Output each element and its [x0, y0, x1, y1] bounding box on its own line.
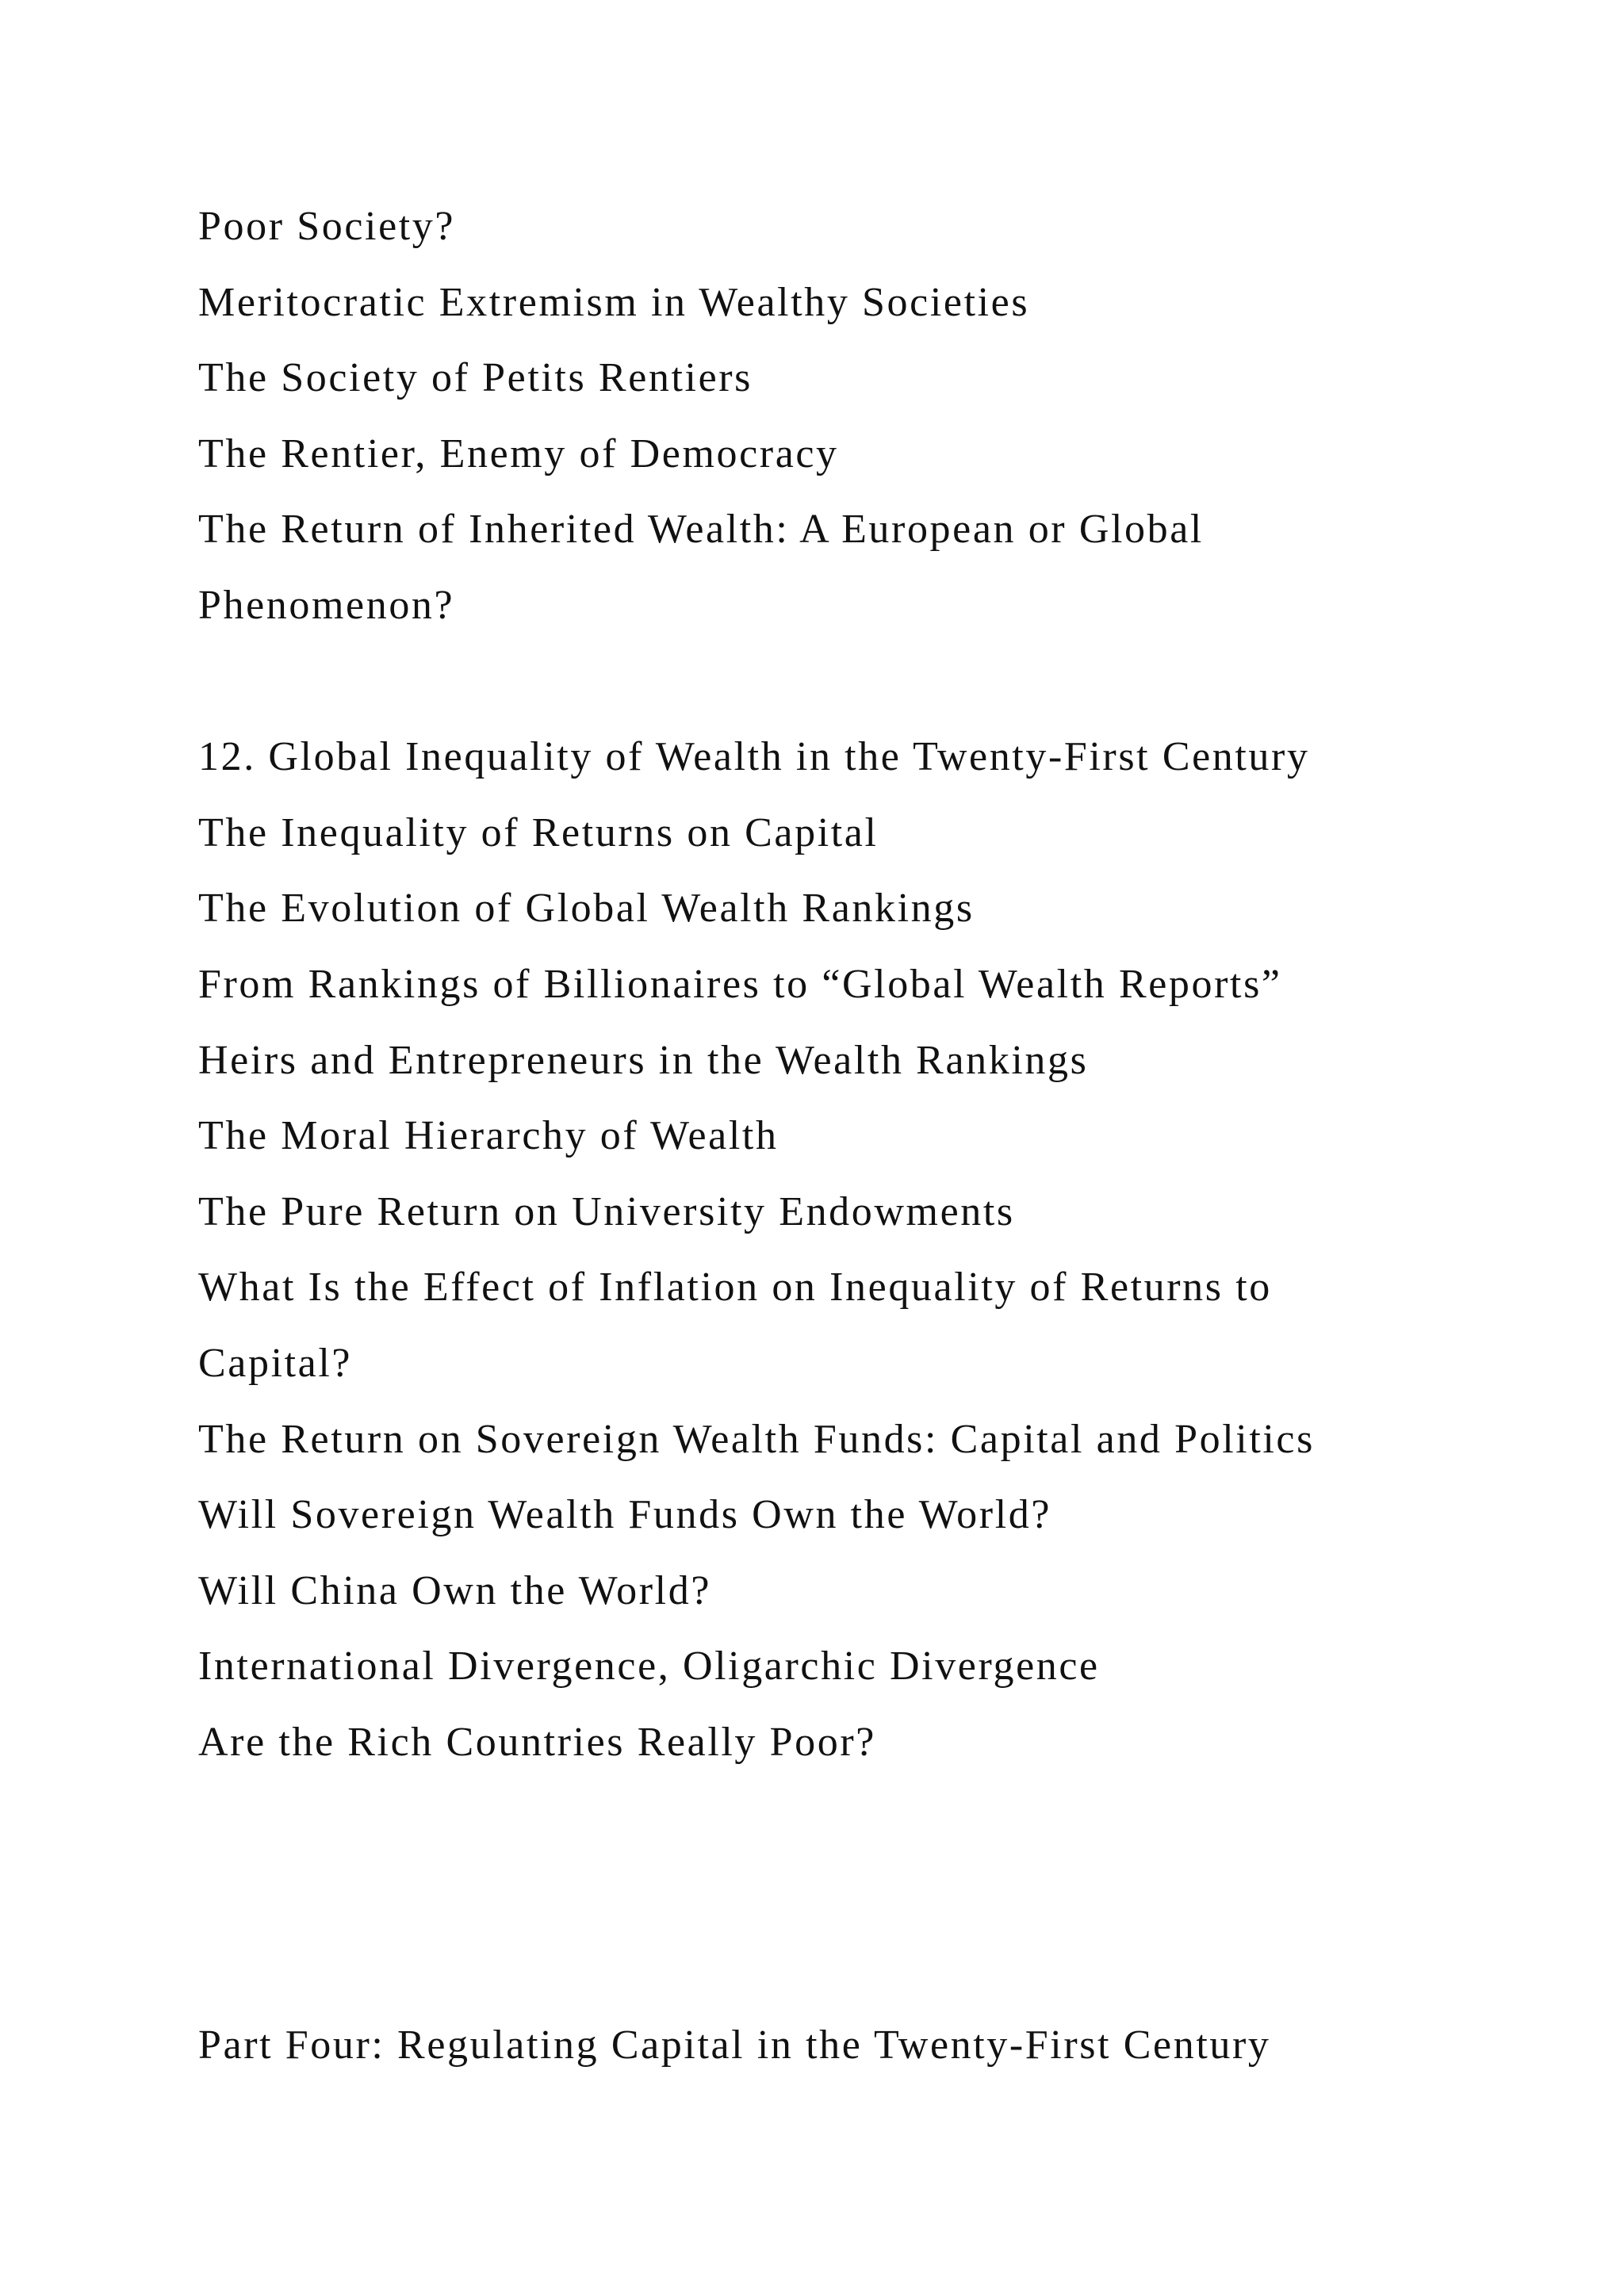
section-spacer [198, 644, 1546, 720]
toc-entry: The Moral Hierarchy of Wealth [198, 1113, 779, 1159]
toc-entry: Heirs and Entrepreneurs in the Wealth Rankings [198, 1037, 1089, 1083]
toc-entry: Will China Own the World? [198, 1567, 712, 1613]
toc-entry: The Return of Inherited Wealth: A European or Global [198, 507, 1204, 553]
table-of-contents [198, 189, 1546, 2084]
chapter-12-heading: 12. Global Inequality of Wealth in the Twenty-First Century [198, 734, 1310, 780]
toc-entry: Capital? [198, 1340, 353, 1386]
toc-entry: The Return on Sovereign Wealth Funds: Capital and Politics [198, 1416, 1315, 1462]
toc-entry: The Rentier, Enemy of Democracy [198, 430, 839, 476]
toc-entry: Are the Rich Countries Really Poor? [198, 1719, 876, 1765]
part-four-heading: Part Four: Regulating Capital in the Twenty-First Century [198, 2022, 1271, 2068]
toc-entry: From Rankings of Billionaires to “Global Wealth Reports” [198, 961, 1282, 1007]
toc-entry: The Pure Return on University Endowments [198, 1188, 1015, 1234]
toc-entry: Will Sovereign Wealth Funds Own the World? [198, 1492, 1052, 1538]
toc-entry: Phenomenon? [198, 582, 455, 628]
toc-entry: Poor Society? [198, 204, 456, 249]
toc-entry: The Inequality of Returns on Capital [198, 809, 879, 855]
toc-entry: The Evolution of Global Wealth Rankings [198, 886, 975, 932]
toc-entry: International Divergence, Oligarchic Divergence [198, 1644, 1100, 1689]
part-spacer [198, 1780, 1546, 2007]
toc-entry: Meritocratic Extremism in Wealthy Societies [198, 279, 1030, 325]
toc-entry: What Is the Effect of Inflation on Inequality of Returns to [198, 1265, 1272, 1311]
toc-entry: The Society of Petits Rentiers [198, 355, 753, 401]
